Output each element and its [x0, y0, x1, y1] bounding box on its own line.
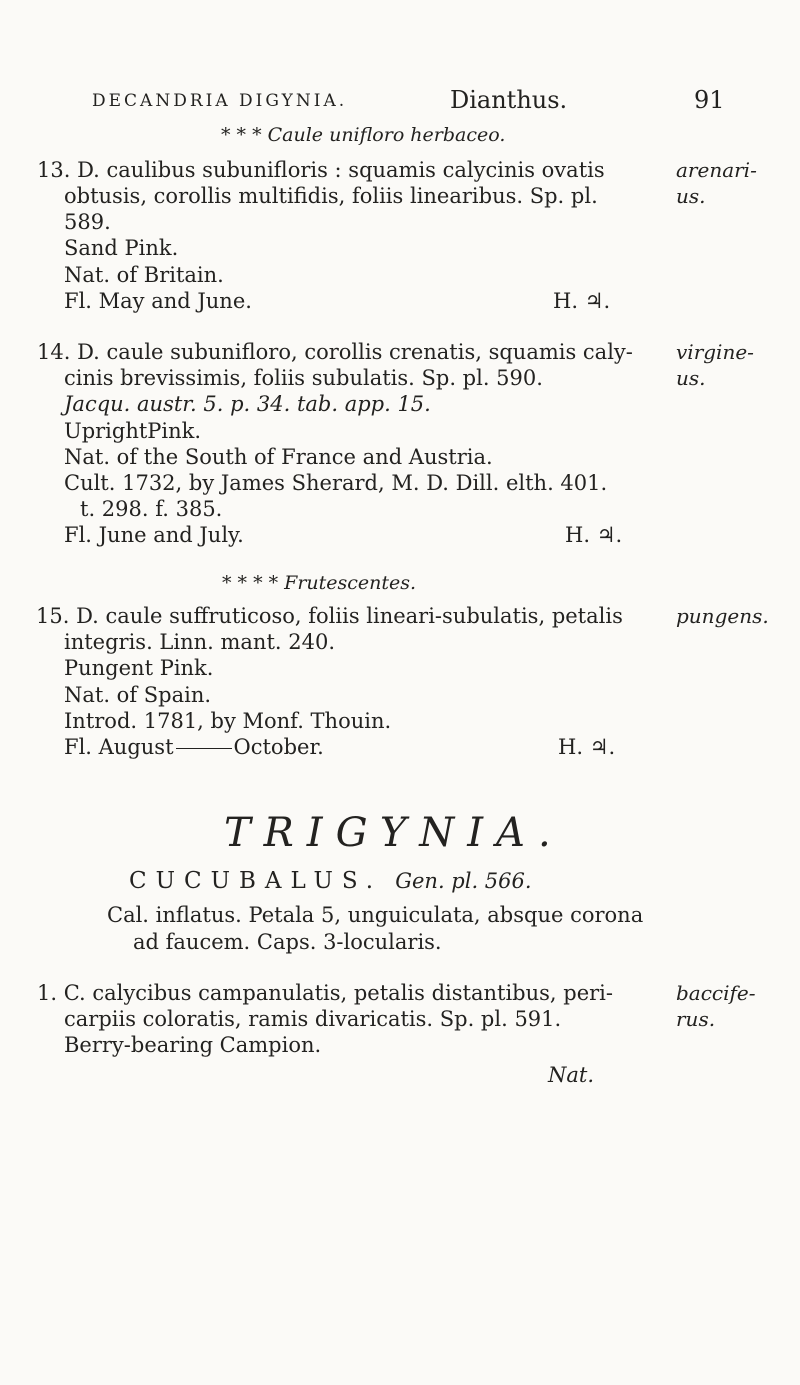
entry-13-line-3: 589. [64, 210, 111, 234]
entry-13-habit: H. ♃. [553, 289, 611, 313]
genus-name: CUCUBALUS. [129, 868, 383, 894]
genus-character-line-2: ad faucem. Caps. 3-locularis. [133, 930, 442, 954]
entry-15-native: Nat. of Spain. [64, 683, 212, 707]
entry-14-line-2: cinis brevissimis, foliis subulatis. Sp. pl. 590. [64, 366, 543, 390]
entry-15-flowering-end: October. [233, 735, 324, 759]
page-number: 91 [694, 86, 725, 114]
entry-13-flowering: Fl. May and June. [64, 289, 252, 313]
running-header-genus: Dianthus. [450, 86, 568, 114]
entry-14-line-7: t. 298. f. 385. [80, 497, 223, 521]
genus-reference: Gen. pl. 566. [395, 869, 532, 893]
entry-1-line-2: carpiis coloratis, ramis divaricatis. Sp. pl. 591. [64, 1007, 562, 1031]
entry-15-common-name: Pungent Pink. [64, 656, 214, 680]
margin-arenarius-2: us. [676, 184, 706, 208]
entry-15-line-1: 15. D. caule suffruticoso, foliis lineari-subulatis, petalis [36, 604, 623, 628]
entry-14-cultivation: Cult. 1732, by James Sherard, M. D. Dill. elth. 401. [64, 471, 608, 495]
margin-arenarius-1: arenari- [676, 158, 757, 182]
entry-15-flowering-start: Fl. August [64, 735, 174, 759]
running-header-left: DECANDRIA DIGYNIA. [92, 91, 348, 111]
margin-virgineus-2: us. [676, 366, 706, 390]
entry-14-common-name: UprightPink. [64, 419, 202, 443]
entry-1-line-1: 1. C. calycibus campanulatis, petalis distantibus, peri- [37, 981, 613, 1005]
margin-bacciferus-2: rus. [676, 1007, 716, 1031]
entry-14-flowering: Fl. June and July. [64, 523, 244, 547]
entry-13-native: Nat. of Britain. [64, 263, 224, 287]
entry-1-common-name: Berry-bearing Campion. [64, 1033, 322, 1057]
entry-13-line-1: 13. D. caulibus subunifloris : squamis calycinis ovatis [37, 158, 605, 182]
entry-15-flowering [64, 734, 324, 760]
margin-virgineus-1: virgine- [676, 340, 754, 364]
entry-15-introduced: Introd. 1781, by Monf. Thouin. [64, 709, 392, 733]
catchword: Nat. [548, 1063, 595, 1087]
margin-bacciferus-1: baccife- [676, 981, 756, 1005]
entry-15-flowering-dash [176, 748, 232, 749]
genus-character-line-1: Cal. inflatus. Petala 5, unguiculata, absque corona [107, 903, 644, 927]
margin-pungens: pungens. [676, 604, 769, 628]
section-heading-frutescentes: * * * * Frutescentes. [222, 572, 417, 594]
entry-14-native: Nat. of the South of France and Austria. [64, 445, 493, 469]
entry-14-line-1: 14. D. caule subunifloro, corollis crenatis, squamis caly- [37, 340, 633, 364]
section-heading: * * * Caule unifloro herbaceo. [221, 124, 506, 146]
entry-13-common-name: Sand Pink. [64, 236, 179, 260]
entry-14-line-3: Jacqu. austr. 5. p. 34. tab. app. 15. [64, 392, 431, 416]
order-heading: TRIGYNIA. [224, 810, 564, 856]
entry-13-line-2: obtusis, corollis multifidis, foliis linearibus. Sp. pl. [64, 184, 598, 208]
entry-15-habit: H. ♃. [558, 735, 616, 759]
entry-15-line-2: integris. Linn. mant. 240. [64, 630, 336, 654]
entry-14-habit: H. ♃. [565, 523, 623, 547]
genus-heading [129, 868, 532, 894]
